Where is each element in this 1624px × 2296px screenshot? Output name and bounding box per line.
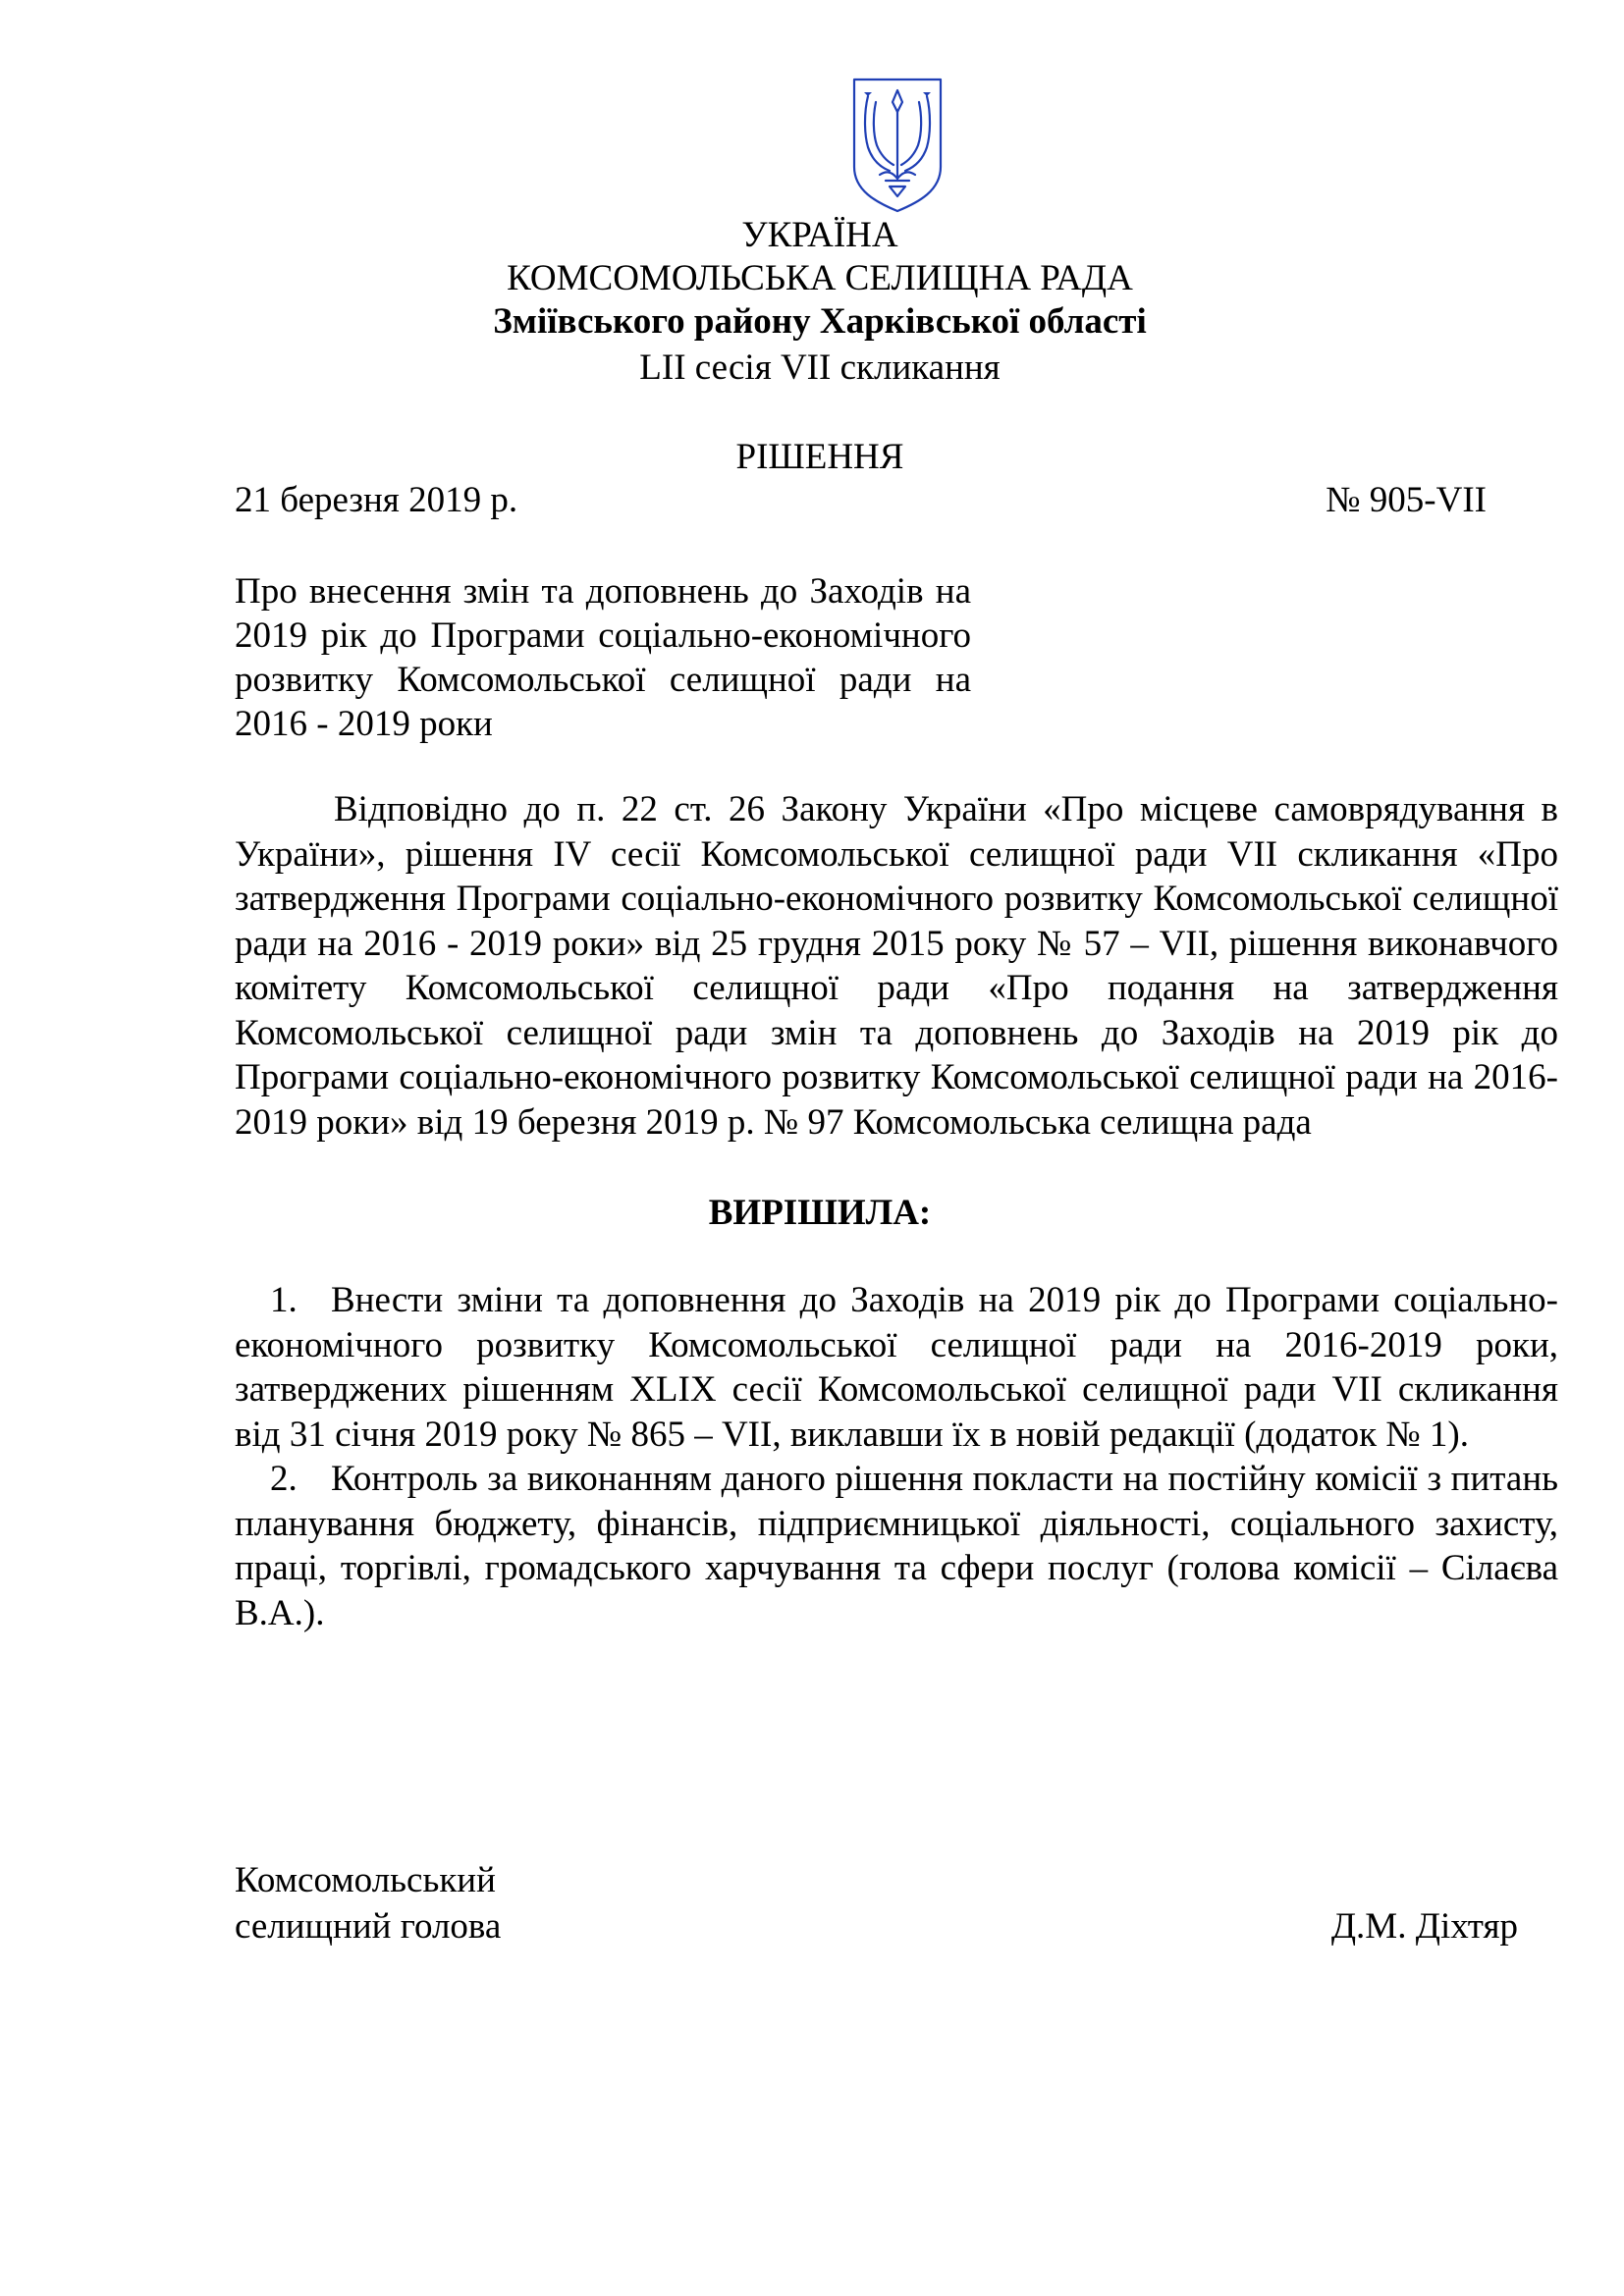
signatory-title	[235, 1857, 501, 1949]
country-heading: УКРАЇНА	[741, 215, 898, 255]
resolved-heading: ВИРІШИЛА:	[708, 1193, 932, 1233]
signatory-title-line-1: Комсомольський	[235, 1860, 496, 1900]
preamble-paragraph: Відповідно до п. 22 ст. 26 Закону України «Про місцеве самоврядування в України», рішення IV сесії Комсомольської селищної ради VII скликання «Про затвердження Програми соціально-економічного розвитку Комсомольської селищної ради на 2016 - 2019 роки» від 25 грудня 2015 року № 57 – VII, рішення виконавчого комітету Комсомольської селищної ради «Про подання на затвердження Комсомольської селищної ради змін та доповнень до Заходів на 2019 рік до Програми соціально-економічного розвитку Комсомольської селищної ради на 2016-2019 роки» від 19 березня 2019 р. № 97 Комсомольська селищна рада	[235, 789, 1558, 1143]
decision-item-text: Внести зміни та доповнення до Заходів на 2019 рік до Програми соціально-економічного розвитку Комсомольської селищної ради на 2016-2019 роки, затверджених рішенням XLIX сесії Комсомольської селищної ради VII скликання від 31 січня 2019 року № 865 – VII, виклавши їх в новій редакції (додаток № 1).	[235, 1280, 1558, 1455]
decision-number: № 905-VII	[1326, 480, 1487, 520]
signatory-title-line-2: селищний голова	[235, 1906, 502, 1947]
ukraine-coat-of-arms-icon	[850, 77, 945, 214]
document-type-heading: РІШЕННЯ	[735, 437, 904, 477]
decision-item-text: Контроль за виконанням даного рішення покласти на постійну комісії з питань планування бюджету, фінансів, підприємницької діяльності, соціального захисту, праці, торгівлі, громадського харчування та сфери послуг (голова комісії – Сілаєва В.А.).	[235, 1459, 1558, 1633]
session-heading: LII сесія VII скликання	[639, 347, 1001, 388]
decision-item	[235, 1457, 1558, 1635]
decision-item	[235, 1278, 1558, 1457]
decision-subject: Про внесення змін та доповнень до Заходів на 2019 рік до Програми соціально-економічного розвитку Комсомольської селищної ради на 2016 - 2019 роки	[235, 571, 971, 744]
district-heading: Зміївського району Харківської області	[493, 301, 1147, 342]
council-heading: КОМСОМОЛЬСЬКА СЕЛИЩНА РАДА	[507, 258, 1133, 298]
signatory-name: Д.М. Діхтяр	[1330, 1906, 1518, 1947]
decision-items-list	[235, 1278, 1558, 1635]
decision-date: 21 березня 2019 р.	[235, 480, 518, 520]
decision-item-number: 2.	[270, 1459, 298, 1499]
decision-item-number: 1.	[270, 1280, 298, 1320]
